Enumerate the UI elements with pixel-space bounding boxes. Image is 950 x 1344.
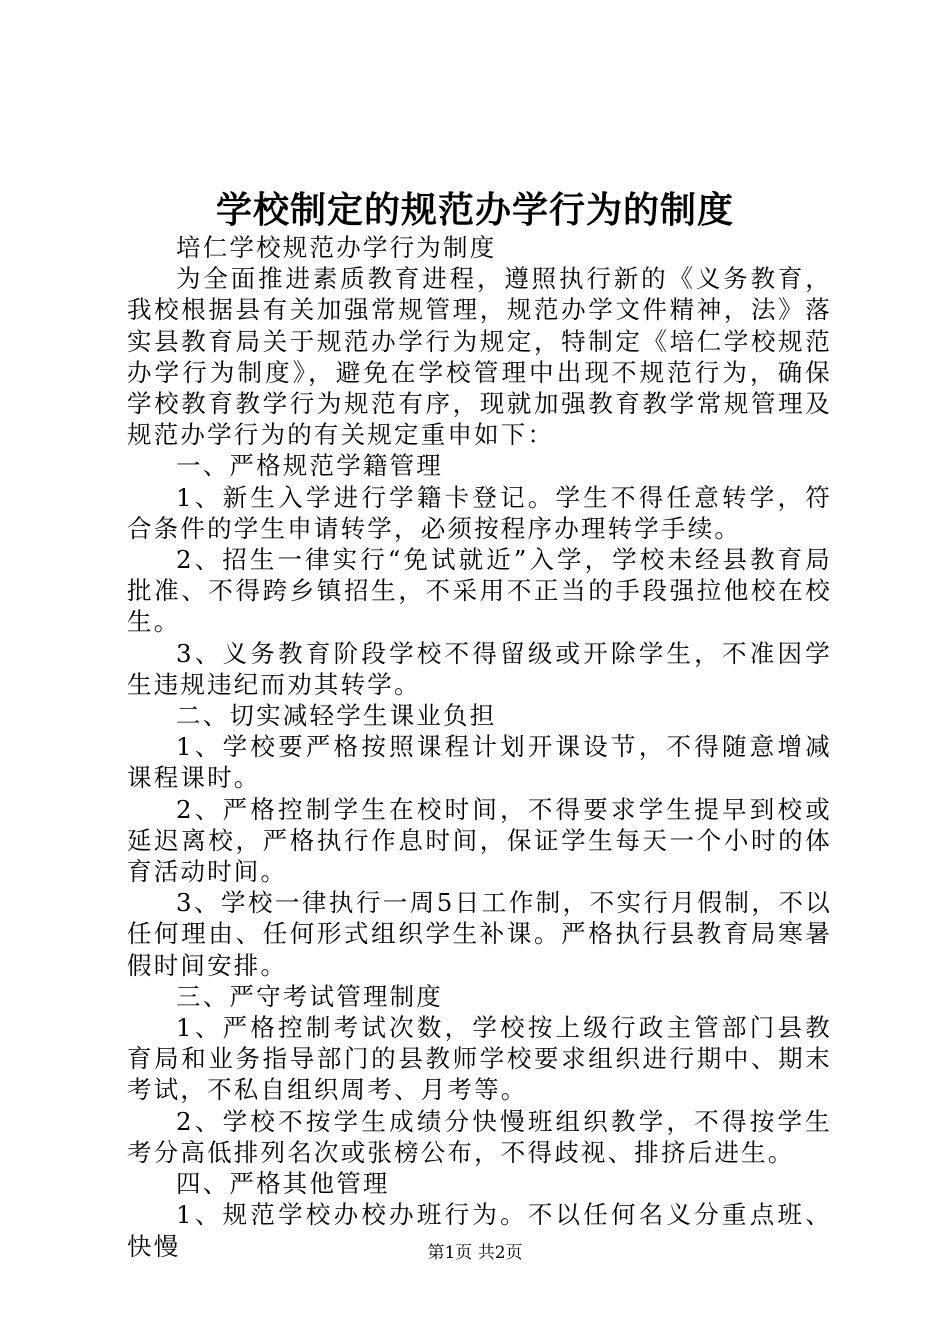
document-title: 学校制定的规范办学行为的制度 — [215, 189, 734, 231]
page-footer: 第1页 共2页 — [427, 1243, 523, 1263]
section-heading-4: 四、严格其他管理 — [176, 1169, 390, 1199]
paragraph-item: 2、学校不按学生成绩分快慢班组织教学，不得按学生考分高低排列名次或张榜公布，不得歧视、排挤后进生。 — [127, 1106, 832, 1167]
section-heading-2: 二、切实减轻学生课业负担 — [176, 701, 497, 731]
paragraph-item: 1、规范学校办校办班行为。不以任何名义分重点班、快慢 — [127, 1200, 832, 1261]
paragraph-item: 3、义务教育阶段学校不得留级或开除学生，不准因学生违规违纪而劝其转学。 — [127, 638, 832, 699]
document-body — [127, 232, 832, 1262]
section-heading-3: 三、严守考试管理制度 — [176, 981, 443, 1011]
paragraph-intro: 为全面推进素质教育进程，遵照执行新的《义务教育，我校根据县有关加强常规管理，规范办学文件精神，法》落实县教育局关于规范办学行为规定，特制定《培仁学校规范办学行为制度》，避免在学校管理中出现不规范行为，确保学校教育教学行为规范有序，现就加强教育教学常规管理及规范办学行为的有关规定重申如下： — [127, 264, 832, 450]
paragraph-item: 1、学校要严格按照课程计划开课设节，不得随意增减课程课时。 — [127, 732, 832, 793]
paragraph-item: 2、招生一律实行“免试就近”入学，学校未经县教育局批准、不得跨乡镇招生，不采用不正当的手段强拉他校在校生。 — [127, 545, 832, 637]
paragraph-item: 2、严格控制学生在校时间，不得要求学生提早到校或延迟离校，严格执行作息时间，保证学生每天一个小时的体育活动时间。 — [127, 794, 832, 887]
paragraph-item: 1、严格控制考试次数，学校按上级行政主管部门县教育局和业务指导部门的县教师学校要求组织进行期中、期末考试，不私自组织周考、月考等。 — [127, 1013, 832, 1105]
paragraph-item: 3、学校一律执行一周5日工作制，不实行月假制，不以任何理由、任何形式组织学生补课。严格执行县教育局寒暑假时间安排。 — [127, 888, 832, 980]
section-heading-1: 一、严格规范学籍管理 — [176, 451, 443, 481]
paragraph-item: 1、新生入学进行学籍卡登记。学生不得任意转学，符合条件的学生申请转学，必须按程序办理转学手续。 — [127, 482, 832, 543]
paragraph-subtitle: 培仁学校规范办学行为制度 — [176, 233, 497, 262]
